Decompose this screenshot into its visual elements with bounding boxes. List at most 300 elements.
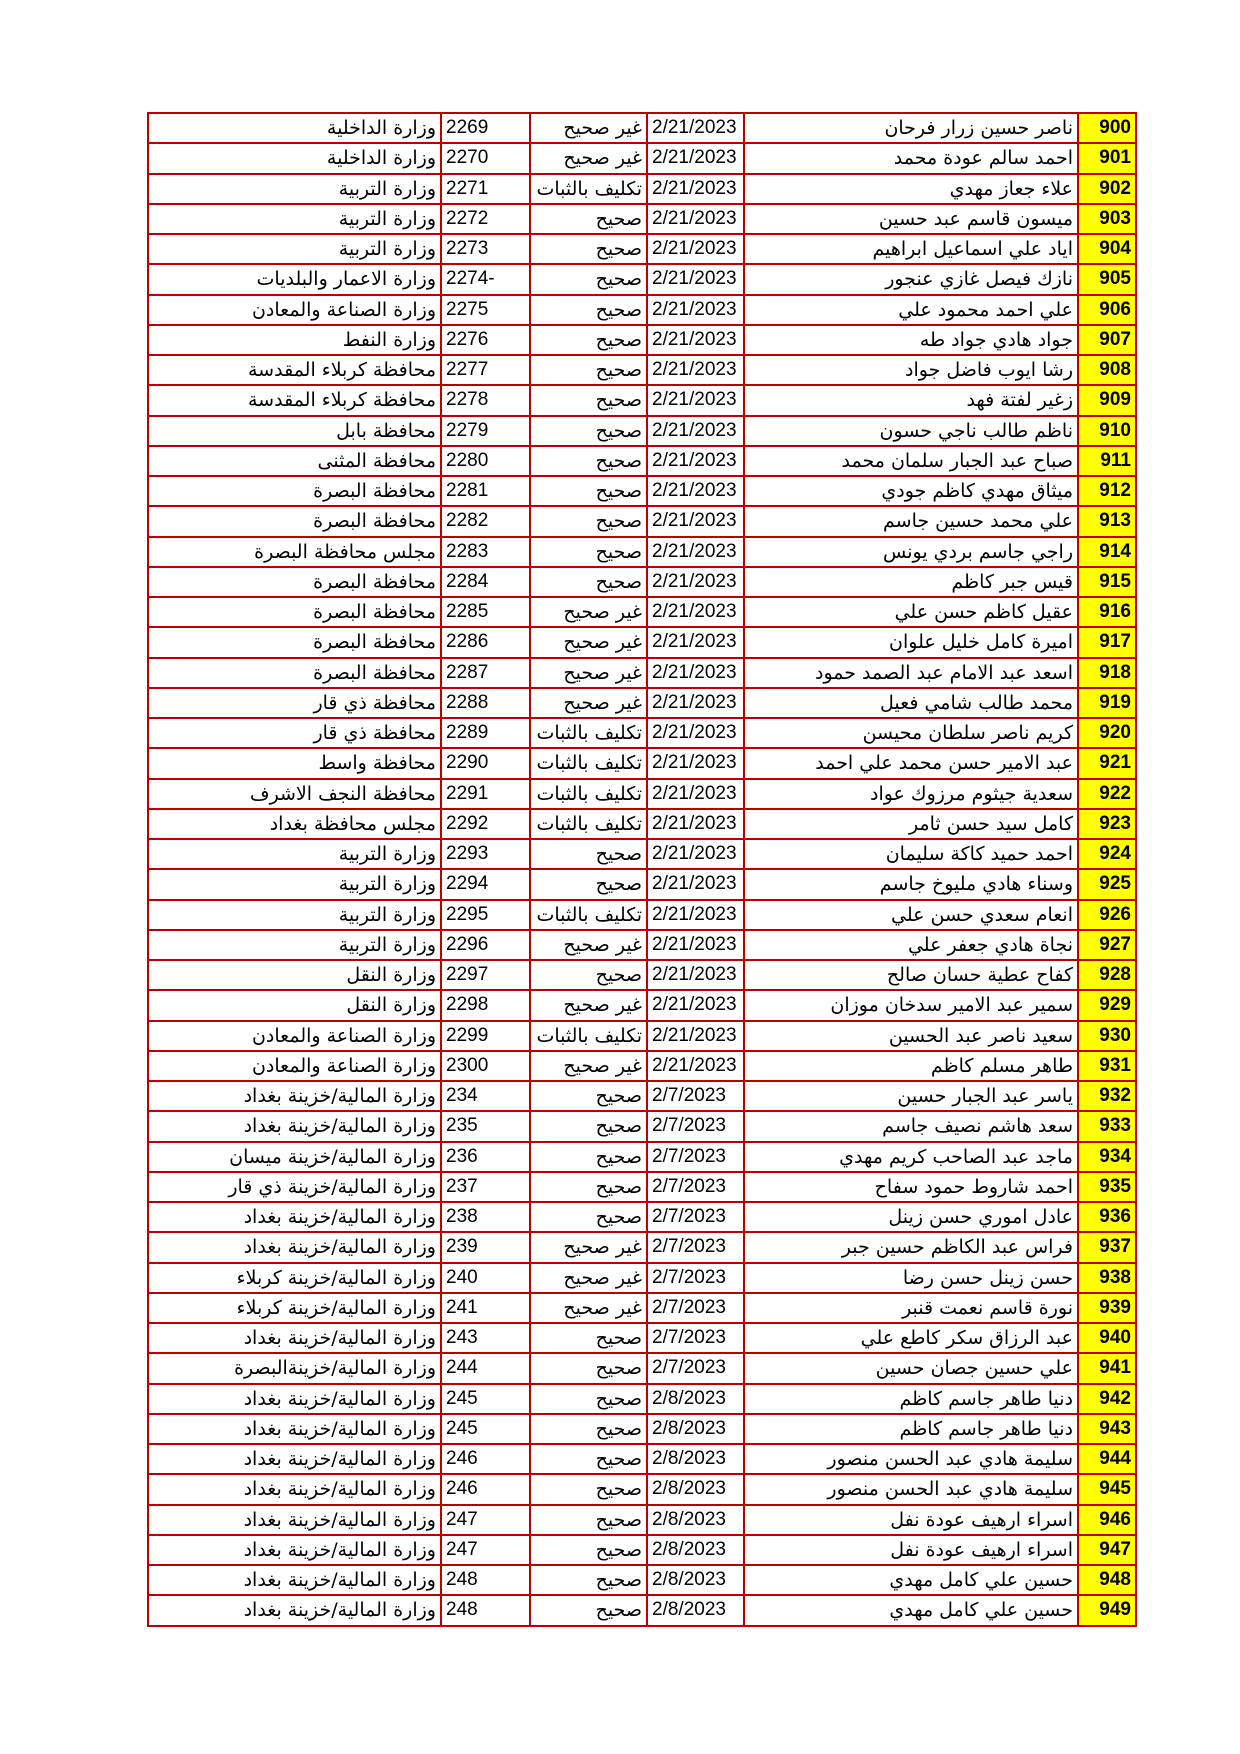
reference-number-cell: 2269 (441, 113, 530, 143)
status-cell: صحيح (530, 1081, 647, 1111)
date-cell: 2/8/2023 (647, 1414, 744, 1444)
ministry-cell: وزارة التربية (148, 930, 441, 960)
table-row (148, 1263, 1136, 1293)
reference-number-cell: 2298 (441, 990, 530, 1020)
status-cell: صحيح (530, 325, 647, 355)
date-cell: 2/8/2023 (647, 1535, 744, 1565)
date-cell: 2/21/2023 (647, 143, 744, 173)
date-cell: 2/21/2023 (647, 658, 744, 688)
serial-number-cell: 929 (1078, 990, 1136, 1020)
ministry-cell: محافظة البصرة (148, 567, 441, 597)
name-cell: سعد هاشم نصيف جاسم (744, 1111, 1078, 1141)
date-cell: 2/21/2023 (647, 839, 744, 869)
reference-number-cell: 2300 (441, 1051, 530, 1081)
status-cell: غير صحيح (530, 688, 647, 718)
serial-number-cell: 912 (1078, 476, 1136, 506)
ministry-cell: محافظة البصرة (148, 506, 441, 536)
reference-number-cell: 237 (441, 1172, 530, 1202)
date-cell: 2/21/2023 (647, 718, 744, 748)
reference-number-cell: 246 (441, 1444, 530, 1474)
name-cell: اياد علي اسماعيل ابراهيم (744, 234, 1078, 264)
reference-number-cell: 2294 (441, 869, 530, 899)
status-cell: تكليف بالثبات (530, 718, 647, 748)
reference-number-cell: 2287 (441, 658, 530, 688)
name-cell: ناصر حسين زرار فرحان (744, 113, 1078, 143)
date-cell: 2/21/2023 (647, 416, 744, 446)
ministry-cell: وزارة المالية/خزينة كربلاء (148, 1293, 441, 1323)
table-row (148, 1293, 1136, 1323)
ministry-cell: محافظة ذي قار (148, 718, 441, 748)
reference-number-cell: 243 (441, 1323, 530, 1353)
reference-number-cell: 2284 (441, 567, 530, 597)
serial-number-cell: 948 (1078, 1565, 1136, 1595)
reference-number-cell: 2278 (441, 385, 530, 415)
ministry-cell: وزارة المالية/خزينةالبصرة (148, 1353, 441, 1383)
date-cell: 2/21/2023 (647, 264, 744, 294)
table-row (148, 446, 1136, 476)
date-cell: 2/7/2023 (647, 1263, 744, 1293)
serial-number-cell: 937 (1078, 1232, 1136, 1262)
date-cell: 2/21/2023 (647, 597, 744, 627)
table-row (148, 1142, 1136, 1172)
table-row (148, 143, 1136, 173)
status-cell: صحيح (530, 1505, 647, 1535)
status-cell: صحيح (530, 1444, 647, 1474)
name-cell: اميرة كامل خليل علوان (744, 627, 1078, 657)
table-row (148, 1021, 1136, 1051)
ministry-cell: وزارة التربية (148, 234, 441, 264)
name-cell: حسين علي كامل مهدي (744, 1565, 1078, 1595)
serial-number-cell: 935 (1078, 1172, 1136, 1202)
reference-number-cell: 2289 (441, 718, 530, 748)
reference-number-cell: 2272 (441, 204, 530, 234)
reference-number-cell: 246 (441, 1474, 530, 1504)
date-cell: 2/21/2023 (647, 688, 744, 718)
date-cell: 2/21/2023 (647, 990, 744, 1020)
date-cell: 2/7/2023 (647, 1142, 744, 1172)
ministry-cell: وزارة التربية (148, 174, 441, 204)
serial-number-cell: 934 (1078, 1142, 1136, 1172)
name-cell: سليمة هادي عبد الحسن منصور (744, 1474, 1078, 1504)
status-cell: غير صحيح (530, 597, 647, 627)
date-cell: 2/8/2023 (647, 1444, 744, 1474)
reference-number-cell: 2280 (441, 446, 530, 476)
ministry-cell: وزارة المالية/خزينة بغداد (148, 1232, 441, 1262)
table-row (148, 869, 1136, 899)
ministry-cell: محافظة كربلاء المقدسة (148, 385, 441, 415)
table-row (148, 809, 1136, 839)
serial-number-cell: 917 (1078, 627, 1136, 657)
name-cell: قيس جبر كاظم (744, 567, 1078, 597)
name-cell: احمد سالم عودة محمد (744, 143, 1078, 173)
ministry-cell: وزارة الداخلية (148, 143, 441, 173)
reference-number-cell: 2288 (441, 688, 530, 718)
serial-number-cell: 906 (1078, 295, 1136, 325)
reference-number-cell: 247 (441, 1535, 530, 1565)
table-row (148, 1414, 1136, 1444)
date-cell: 2/21/2023 (647, 446, 744, 476)
name-cell: محمد طالب شامي فعيل (744, 688, 1078, 718)
name-cell: سعدية جيثوم مرزوك عواد (744, 779, 1078, 809)
date-cell: 2/21/2023 (647, 537, 744, 567)
date-cell: 2/21/2023 (647, 385, 744, 415)
status-cell: غير صحيح (530, 930, 647, 960)
reference-number-cell: 2299 (441, 1021, 530, 1051)
ministry-cell: وزارة التربية (148, 839, 441, 869)
ministry-cell: وزارة المالية/خزينة بغداد (148, 1444, 441, 1474)
ministry-cell: وزارة المالية/خزينة بغداد (148, 1565, 441, 1595)
ministry-cell: وزارة النفط (148, 325, 441, 355)
status-cell: صحيح (530, 1595, 647, 1625)
ministry-cell: وزارة النقل (148, 990, 441, 1020)
name-cell: راجي جاسم بردي يونس (744, 537, 1078, 567)
reference-number-cell: 2274- (441, 264, 530, 294)
ministry-cell: محافظة كربلاء المقدسة (148, 355, 441, 385)
reference-number-cell: 2293 (441, 839, 530, 869)
serial-number-cell: 901 (1078, 143, 1136, 173)
date-cell: 2/7/2023 (647, 1172, 744, 1202)
serial-number-cell: 911 (1078, 446, 1136, 476)
date-cell: 2/21/2023 (647, 204, 744, 234)
serial-number-cell: 907 (1078, 325, 1136, 355)
status-cell: غير صحيح (530, 990, 647, 1020)
table-row (148, 718, 1136, 748)
name-cell: وسناء هادي مليوخ جاسم (744, 869, 1078, 899)
reference-number-cell: 2281 (441, 476, 530, 506)
ministry-cell: وزارة الاعمار والبلديات (148, 264, 441, 294)
table-row (148, 930, 1136, 960)
serial-number-cell: 923 (1078, 809, 1136, 839)
date-cell: 2/21/2023 (647, 476, 744, 506)
name-cell: ياسر عبد الجبار حسين (744, 1081, 1078, 1111)
name-cell: ميثاق مهدي كاظم جودي (744, 476, 1078, 506)
date-cell: 2/7/2023 (647, 1323, 744, 1353)
table-row (148, 1384, 1136, 1414)
name-cell: ميسون قاسم عبد حسين (744, 204, 1078, 234)
serial-number-cell: 920 (1078, 718, 1136, 748)
table-row (148, 1565, 1136, 1595)
ministry-cell: مجلس محافظة البصرة (148, 537, 441, 567)
date-cell: 2/8/2023 (647, 1384, 744, 1414)
status-cell: تكليف بالثبات (530, 779, 647, 809)
table-row (148, 839, 1136, 869)
serial-number-cell: 927 (1078, 930, 1136, 960)
date-cell: 2/21/2023 (647, 930, 744, 960)
ministry-cell: محافظة المثنى (148, 446, 441, 476)
ministry-cell: وزارة المالية/خزينة بغداد (148, 1111, 441, 1141)
status-cell: صحيح (530, 1111, 647, 1141)
table-row (148, 1323, 1136, 1353)
ministry-cell: وزارة التربية (148, 900, 441, 930)
reference-number-cell: 240 (441, 1263, 530, 1293)
reference-number-cell: 247 (441, 1505, 530, 1535)
serial-number-cell: 925 (1078, 869, 1136, 899)
serial-number-cell: 924 (1078, 839, 1136, 869)
serial-number-cell: 914 (1078, 537, 1136, 567)
serial-number-cell: 908 (1078, 355, 1136, 385)
status-cell: صحيح (530, 1353, 647, 1383)
reference-number-cell: 2286 (441, 627, 530, 657)
date-cell: 2/21/2023 (647, 567, 744, 597)
status-cell: صحيح (530, 264, 647, 294)
ministry-cell: محافظة بابل (148, 416, 441, 446)
reference-number-cell: 2290 (441, 748, 530, 778)
ministry-cell: وزارة المالية/خزينة بغداد (148, 1384, 441, 1414)
date-cell: 2/7/2023 (647, 1111, 744, 1141)
reference-number-cell: 236 (441, 1142, 530, 1172)
date-cell: 2/21/2023 (647, 1051, 744, 1081)
date-cell: 2/21/2023 (647, 174, 744, 204)
serial-number-cell: 922 (1078, 779, 1136, 809)
reference-number-cell: 2273 (441, 234, 530, 264)
status-cell: تكليف بالثبات (530, 900, 647, 930)
status-cell: غير صحيح (530, 143, 647, 173)
reference-number-cell: 2297 (441, 960, 530, 990)
status-cell: صحيح (530, 1474, 647, 1504)
date-cell: 2/7/2023 (647, 1353, 744, 1383)
reference-number-cell: 2276 (441, 325, 530, 355)
status-cell: تكليف بالثبات (530, 748, 647, 778)
table-row (148, 990, 1136, 1020)
reference-number-cell: 2270 (441, 143, 530, 173)
name-cell: علي محمد حسين جاسم (744, 506, 1078, 536)
status-cell: صحيح (530, 204, 647, 234)
serial-number-cell: 949 (1078, 1595, 1136, 1625)
name-cell: عبد الرزاق سكر كاطع علي (744, 1323, 1078, 1353)
ministry-cell: محافظة ذي قار (148, 688, 441, 718)
name-cell: عبد الامير حسن محمد علي احمد (744, 748, 1078, 778)
date-cell: 2/8/2023 (647, 1505, 744, 1535)
serial-number-cell: 902 (1078, 174, 1136, 204)
table-row (148, 597, 1136, 627)
date-cell: 2/7/2023 (647, 1202, 744, 1232)
table-row (148, 204, 1136, 234)
serial-number-cell: 903 (1078, 204, 1136, 234)
status-cell: صحيح (530, 1384, 647, 1414)
serial-number-cell: 928 (1078, 960, 1136, 990)
status-cell: تكليف بالثبات (530, 174, 647, 204)
ministry-cell: وزارة المالية/خزينة بغداد (148, 1474, 441, 1504)
table-row (148, 627, 1136, 657)
serial-number-cell: 913 (1078, 506, 1136, 536)
ministry-cell: محافظة واسط (148, 748, 441, 778)
status-cell: صحيح (530, 1172, 647, 1202)
ministry-cell: وزارة المالية/خزينة بغداد (148, 1535, 441, 1565)
name-cell: عقيل كاظم حسن علي (744, 597, 1078, 627)
date-cell: 2/7/2023 (647, 1293, 744, 1323)
serial-number-cell: 916 (1078, 597, 1136, 627)
date-cell: 2/21/2023 (647, 960, 744, 990)
status-cell: غير صحيح (530, 1293, 647, 1323)
status-cell: غير صحيح (530, 627, 647, 657)
reference-number-cell: 2296 (441, 930, 530, 960)
reference-number-cell: 245 (441, 1414, 530, 1444)
status-cell: صحيح (530, 1142, 647, 1172)
reference-number-cell: 2291 (441, 779, 530, 809)
status-cell: صحيح (530, 537, 647, 567)
table-row (148, 900, 1136, 930)
name-cell: سليمة هادي عبد الحسن منصور (744, 1444, 1078, 1474)
ministry-cell: محافظة البصرة (148, 476, 441, 506)
status-cell: صحيح (530, 446, 647, 476)
table-row (148, 537, 1136, 567)
serial-number-cell: 910 (1078, 416, 1136, 446)
ministry-cell: محافظة البصرة (148, 597, 441, 627)
name-cell: اسراء ارهيف عودة نفل (744, 1535, 1078, 1565)
reference-number-cell: 2283 (441, 537, 530, 567)
ministry-cell: وزارة الصناعة والمعادن (148, 1021, 441, 1051)
name-cell: نورة قاسم نعمت قنبر (744, 1293, 1078, 1323)
table-row (148, 355, 1136, 385)
name-cell: علي حسين جصان حسين (744, 1353, 1078, 1383)
reference-number-cell: 248 (441, 1595, 530, 1625)
date-cell: 2/7/2023 (647, 1232, 744, 1262)
serial-number-cell: 918 (1078, 658, 1136, 688)
name-cell: اسراء ارهيف عودة نفل (744, 1505, 1078, 1535)
table-row (148, 688, 1136, 718)
ministry-cell: وزارة التربية (148, 869, 441, 899)
status-cell: صحيح (530, 1414, 647, 1444)
ministry-cell: وزارة المالية/خزينة بغداد (148, 1081, 441, 1111)
name-cell: علي احمد محمود علي (744, 295, 1078, 325)
ministry-cell: وزارة الصناعة والمعادن (148, 295, 441, 325)
name-cell: دنيا طاهر جاسم كاظم (744, 1384, 1078, 1414)
ministry-cell: وزارة الصناعة والمعادن (148, 1051, 441, 1081)
reference-number-cell: 2295 (441, 900, 530, 930)
status-cell: صحيح (530, 234, 647, 264)
name-cell: احمد شاروط حمود سفاح (744, 1172, 1078, 1202)
date-cell: 2/21/2023 (647, 295, 744, 325)
reference-number-cell: 2271 (441, 174, 530, 204)
ministry-cell: وزارة المالية/خزينة بغداد (148, 1595, 441, 1625)
serial-number-cell: 926 (1078, 900, 1136, 930)
name-cell: ناظم طالب ناجي حسون (744, 416, 1078, 446)
status-cell: غير صحيح (530, 1263, 647, 1293)
status-cell: تكليف بالثبات (530, 809, 647, 839)
serial-number-cell: 933 (1078, 1111, 1136, 1141)
table-row (148, 506, 1136, 536)
name-cell: انعام سعدي حسن علي (744, 900, 1078, 930)
reference-number-cell: 245 (441, 1384, 530, 1414)
table-row (148, 1202, 1136, 1232)
date-cell: 2/21/2023 (647, 900, 744, 930)
date-cell: 2/21/2023 (647, 325, 744, 355)
reference-number-cell: 239 (441, 1232, 530, 1262)
serial-number-cell: 945 (1078, 1474, 1136, 1504)
table-row (148, 779, 1136, 809)
table-row (148, 1051, 1136, 1081)
serial-number-cell: 938 (1078, 1263, 1136, 1293)
table-row (148, 748, 1136, 778)
serial-number-cell: 942 (1078, 1384, 1136, 1414)
reference-number-cell: 238 (441, 1202, 530, 1232)
name-cell: طاهر مسلم كاظم (744, 1051, 1078, 1081)
name-cell: احمد حميد كاكة سليمان (744, 839, 1078, 869)
serial-number-cell: 932 (1078, 1081, 1136, 1111)
date-cell: 2/21/2023 (647, 627, 744, 657)
serial-number-cell: 915 (1078, 567, 1136, 597)
serial-number-cell: 941 (1078, 1353, 1136, 1383)
serial-number-cell: 909 (1078, 385, 1136, 415)
table-row (148, 1232, 1136, 1262)
status-cell: غير صحيح (530, 1051, 647, 1081)
ministry-cell: محافظة البصرة (148, 658, 441, 688)
table-row (148, 264, 1136, 294)
reference-number-cell: 2282 (441, 506, 530, 536)
name-cell: صباح عبد الجبار سلمان محمد (744, 446, 1078, 476)
ministry-cell: وزارة المالية/خزينة بغداد (148, 1323, 441, 1353)
serial-number-cell: 946 (1078, 1505, 1136, 1535)
table-row (148, 1111, 1136, 1141)
status-cell: صحيح (530, 1323, 647, 1353)
reference-number-cell: 2285 (441, 597, 530, 627)
status-cell: صحيح (530, 960, 647, 990)
status-cell: صحيح (530, 476, 647, 506)
serial-number-cell: 921 (1078, 748, 1136, 778)
status-cell: تكليف بالثبات (530, 1021, 647, 1051)
name-cell: سمير عبد الامير سدخان موزان (744, 990, 1078, 1020)
status-cell: صحيح (530, 839, 647, 869)
ministry-cell: وزارة المالية/خزينة ذي قار (148, 1172, 441, 1202)
reference-number-cell: 235 (441, 1111, 530, 1141)
serial-number-cell: 939 (1078, 1293, 1136, 1323)
table-row (148, 476, 1136, 506)
serial-number-cell: 931 (1078, 1051, 1136, 1081)
ministry-cell: مجلس محافظة بغداد (148, 809, 441, 839)
name-cell: كريم ناصر سلطان محيسن (744, 718, 1078, 748)
status-cell: صحيح (530, 567, 647, 597)
status-cell: صحيح (530, 506, 647, 536)
records-table-body (148, 113, 1136, 1626)
date-cell: 2/21/2023 (647, 1021, 744, 1051)
name-cell: حسين علي كامل مهدي (744, 1595, 1078, 1625)
name-cell: دنيا طاهر جاسم كاظم (744, 1414, 1078, 1444)
name-cell: علاء جعاز مهدي (744, 174, 1078, 204)
date-cell: 2/21/2023 (647, 506, 744, 536)
status-cell: صحيح (530, 1202, 647, 1232)
table-row (148, 1474, 1136, 1504)
reference-number-cell: 2277 (441, 355, 530, 385)
name-cell: عادل اموري حسن زينل (744, 1202, 1078, 1232)
status-cell: غير صحيح (530, 113, 647, 143)
ministry-cell: محافظة البصرة (148, 627, 441, 657)
table-row (148, 385, 1136, 415)
serial-number-cell: 930 (1078, 1021, 1136, 1051)
ministry-cell: وزارة المالية/خزينة بغداد (148, 1202, 441, 1232)
name-cell: فراس عبد الكاظم حسين جبر (744, 1232, 1078, 1262)
date-cell: 2/21/2023 (647, 809, 744, 839)
date-cell: 2/8/2023 (647, 1474, 744, 1504)
reference-number-cell: 241 (441, 1293, 530, 1323)
name-cell: زغير لفتة فهد (744, 385, 1078, 415)
reference-number-cell: 2279 (441, 416, 530, 446)
status-cell: صحيح (530, 1535, 647, 1565)
ministry-cell: وزارة المالية/خزينة كربلاء (148, 1263, 441, 1293)
table-row (148, 1444, 1136, 1474)
ministry-cell: وزارة المالية/خزينة بغداد (148, 1414, 441, 1444)
ministry-cell: وزارة النقل (148, 960, 441, 990)
reference-number-cell: 248 (441, 1565, 530, 1595)
date-cell: 2/8/2023 (647, 1595, 744, 1625)
status-cell: صحيح (530, 869, 647, 899)
date-cell: 2/21/2023 (647, 355, 744, 385)
name-cell: كفاح عطية حسان صالح (744, 960, 1078, 990)
table-row (148, 234, 1136, 264)
serial-number-cell: 944 (1078, 1444, 1136, 1474)
serial-number-cell: 904 (1078, 234, 1136, 264)
status-cell: صحيح (530, 1565, 647, 1595)
records-table (147, 112, 1137, 1627)
